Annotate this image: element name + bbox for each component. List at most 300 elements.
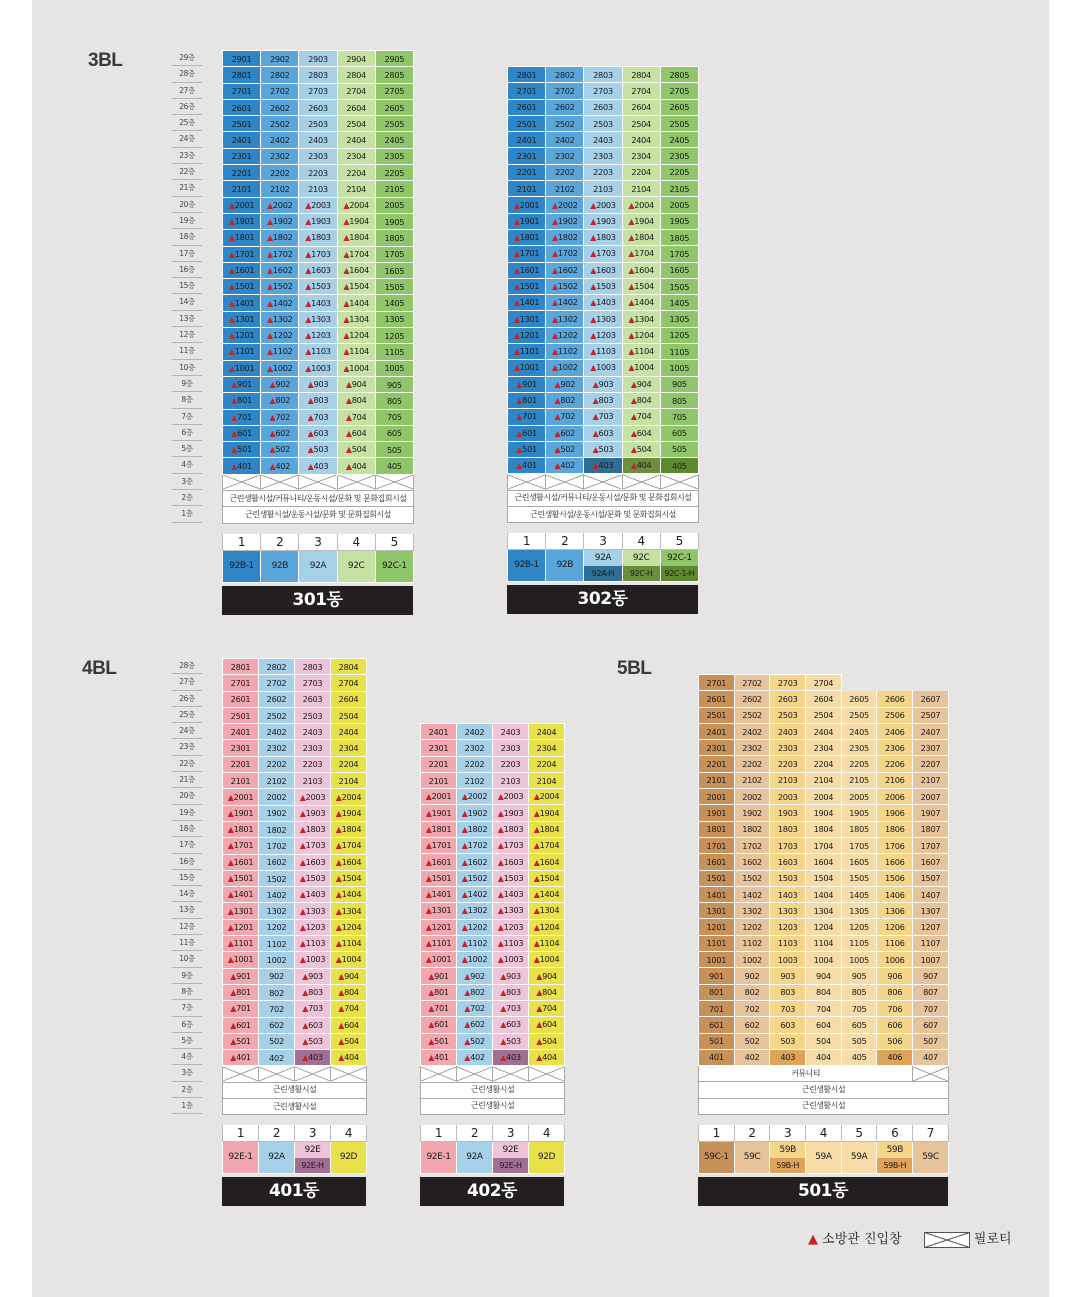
unit-2404: 2404 <box>529 724 565 740</box>
unit-503: ▲503 <box>299 442 337 458</box>
unit-2403: 2403 <box>295 724 331 740</box>
floor-label: 21층 <box>172 772 202 788</box>
fire-entry-icon: ▲ <box>497 808 504 818</box>
fire-entry-icon: ▲ <box>533 906 540 916</box>
unit-2501: 2501 <box>223 707 259 723</box>
unit-801: ▲801 <box>508 392 546 408</box>
facility-1f: 근린생활시설 <box>699 1098 949 1114</box>
unit-1301: ▲1301 <box>421 903 457 919</box>
unit-403: 403 <box>770 1049 806 1065</box>
unit-1003: 1003 <box>770 952 806 968</box>
unit-405: 405 <box>841 1049 877 1065</box>
fire-entry-icon: ▲ <box>554 379 561 389</box>
unit-1303: ▲1303 <box>493 903 529 919</box>
floor-label: 14층 <box>172 294 202 310</box>
unit-503: ▲503 <box>493 1033 529 1049</box>
unit-type: 92E 92E-H <box>295 1142 331 1174</box>
unit-2904: 2904 <box>337 51 375 67</box>
unit-1602: ▲1602 <box>261 262 299 278</box>
fire-entry-icon: ▲ <box>305 347 312 357</box>
unit-1002: 1002 <box>259 952 295 968</box>
unit-2603: 2603 <box>770 691 806 707</box>
unit-1901: 1901 <box>699 805 735 821</box>
unit-604: ▲604 <box>622 425 660 441</box>
unit-1905: 1905 <box>375 213 413 229</box>
unit-type: 59C <box>734 1142 770 1174</box>
unit-1004: ▲1004 <box>331 952 367 968</box>
unit-2301: 2301 <box>699 740 735 756</box>
fire-entry-icon: ▲ <box>338 1053 345 1063</box>
unit-1703: ▲1703 <box>295 838 331 854</box>
unit-705: 705 <box>660 409 698 425</box>
fire-entry-icon: ▲ <box>335 857 342 867</box>
floor-label: 9층 <box>172 376 202 392</box>
unit-2505: 2505 <box>375 116 413 132</box>
fire-entry-icon: ▲ <box>533 890 540 900</box>
fire-entry-icon: ▲ <box>497 939 504 948</box>
unit-2704: 2704 <box>806 675 842 691</box>
fire-entry-icon: ▲ <box>464 1036 471 1046</box>
column-number: 7 <box>913 1125 949 1142</box>
unit-1204: ▲1204 <box>331 919 367 935</box>
fire-entry-icon: ▲ <box>227 955 234 965</box>
unit-1207: 1207 <box>913 919 949 935</box>
floor-label: 26층 <box>172 99 202 115</box>
fire-entry-icon: ▲ <box>461 939 468 948</box>
fire-entry-icon: ▲ <box>305 200 312 210</box>
unit-2304: 2304 <box>622 148 660 164</box>
unit-1001: 1001 <box>699 952 735 968</box>
fire-entry-icon: ▲ <box>497 906 504 916</box>
unit-type: 59B 59B-H <box>877 1142 913 1174</box>
floor-label: 13층 <box>172 311 202 327</box>
floor-label: 14층 <box>172 886 202 902</box>
unit-1402: 1402 <box>259 887 295 903</box>
unit-1703: ▲1703 <box>584 246 622 262</box>
unit-2204: 2204 <box>622 164 660 180</box>
unit-1603: ▲1603 <box>295 854 331 870</box>
unit-606: 606 <box>877 1017 913 1033</box>
unit-2205: 2205 <box>375 165 413 181</box>
fire-entry-icon: ▲ <box>628 233 635 243</box>
floor-label: 21층 <box>172 180 202 196</box>
unit-904: ▲904 <box>337 376 375 392</box>
unit-1601: ▲1601 <box>223 262 261 278</box>
unit-2702: 2702 <box>259 675 295 691</box>
fire-entry-icon: ▲ <box>425 824 432 834</box>
unit-1001: ▲1001 <box>223 360 261 376</box>
fire-entry-icon: ▲ <box>425 939 432 948</box>
floor-label: 5층 <box>172 1033 202 1049</box>
fire-entry-icon: ▲ <box>554 412 561 422</box>
unit-801: ▲801 <box>223 393 261 409</box>
unit-1702: 1702 <box>259 838 295 854</box>
unit-2703: 2703 <box>299 83 337 99</box>
unit-1403: ▲1403 <box>493 886 529 902</box>
unit-701: ▲701 <box>508 409 546 425</box>
unit-2504: 2504 <box>622 115 660 131</box>
fire-entry-icon: ▲ <box>516 444 523 454</box>
unit-2205: 2205 <box>841 756 877 772</box>
unit-2202: 2202 <box>259 756 295 772</box>
unit-2705: 2705 <box>660 83 698 99</box>
unit-407: 407 <box>913 1049 949 1065</box>
unit-2002: ▲2002 <box>457 789 493 805</box>
fire-entry-icon: ▲ <box>305 266 312 275</box>
unit-1601: 1601 <box>699 854 735 870</box>
fire-entry-icon: ▲ <box>267 363 273 373</box>
fire-entry-icon: ▲ <box>533 824 540 834</box>
unit-2405: 2405 <box>660 132 698 148</box>
unit-2604: 2604 <box>337 99 375 115</box>
unit-type: 92A <box>259 1142 295 1174</box>
unit-1001: ▲1001 <box>223 952 259 968</box>
unit-2204: 2204 <box>337 165 375 181</box>
pilotis-cell <box>223 1066 259 1082</box>
unit-405: 405 <box>660 458 698 474</box>
unit-1002: 1002 <box>734 952 770 968</box>
unit-2301: 2301 <box>508 148 546 164</box>
unit-2902: 2902 <box>261 51 299 67</box>
unit-901: ▲901 <box>223 376 261 392</box>
unit-2203: 2203 <box>770 756 806 772</box>
unit-1104: ▲1104 <box>331 936 367 952</box>
unit-2002: 2002 <box>734 789 770 805</box>
unit-2101: 2101 <box>699 772 735 788</box>
unit-1805: 1805 <box>841 821 877 837</box>
fire-entry-icon: ▲ <box>428 987 435 997</box>
fire-entry-icon: ▲ <box>513 249 520 259</box>
floor-label: 27층 <box>172 83 202 99</box>
fire-entry-icon: ▲ <box>231 412 238 422</box>
fire-entry-icon: ▲ <box>497 955 504 965</box>
unit-2403: 2403 <box>493 724 529 740</box>
block-label-4bl: 4BL <box>82 658 117 679</box>
floor-label: 16층 <box>172 854 202 870</box>
facility-2f: 근린생활시설/커뮤니티/운동시설/문화 및 문화집회시설 <box>223 491 414 507</box>
unit-2105: 2105 <box>841 772 877 788</box>
fire-entry-icon: ▲ <box>464 1053 471 1063</box>
unit-1403: ▲1403 <box>295 887 331 903</box>
unit-1404: ▲1404 <box>337 295 375 311</box>
fire-entry-icon: ▲ <box>533 857 540 867</box>
unit-1502: 1502 <box>259 870 295 886</box>
unit-907: 907 <box>913 968 949 984</box>
fire-entry-icon: ▲ <box>513 330 520 340</box>
unit-2004: 2004 <box>806 789 842 805</box>
unit-902: ▲902 <box>261 376 299 392</box>
unit-1504: ▲1504 <box>529 870 565 886</box>
unit-2206: 2206 <box>877 756 913 772</box>
fire-entry-icon: ▲ <box>461 841 468 851</box>
unit-1003: ▲1003 <box>299 360 337 376</box>
fire-entry-icon: ▲ <box>231 380 238 390</box>
unit-2201: 2201 <box>508 164 546 180</box>
fire-entry-icon: ▲ <box>299 825 306 835</box>
unit-1005: 1005 <box>375 360 413 376</box>
unit-2501: 2501 <box>223 116 261 132</box>
fire-entry-icon: ▲ <box>302 1020 309 1030</box>
unit-1203: ▲1203 <box>295 919 331 935</box>
unit-1305: 1305 <box>841 903 877 919</box>
fire-entry-icon: ▲ <box>230 1004 237 1014</box>
floor-label: 19층 <box>172 805 202 821</box>
unit-1102: 1102 <box>259 936 295 952</box>
unit-1004: ▲1004 <box>337 360 375 376</box>
fire-entry-icon: ▲ <box>590 282 597 291</box>
unit-2304: 2304 <box>337 148 375 164</box>
unit-1204: 1204 <box>806 919 842 935</box>
unit-2103: 2103 <box>584 181 622 197</box>
pilotis-cell <box>508 474 546 490</box>
fire-entry-icon: ▲ <box>227 906 234 916</box>
fire-entry-icon: ▲ <box>305 298 312 308</box>
column-number: 1 <box>223 1125 259 1142</box>
fire-entry-icon: ▲ <box>513 347 520 357</box>
unit-1703: ▲1703 <box>493 838 529 854</box>
fire-entry-icon: ▲ <box>227 841 234 851</box>
fire-entry-icon: ▲ <box>343 282 350 292</box>
fire-entry-icon: ▲ <box>592 428 599 438</box>
fire-entry-icon: ▲ <box>425 792 432 802</box>
floor-labels-3bl <box>172 50 202 523</box>
unit-401: ▲401 <box>508 458 546 474</box>
fire-entry-icon: ▲ <box>302 988 309 998</box>
floor-label: 25층 <box>172 115 202 131</box>
unit-1604: ▲1604 <box>529 854 565 870</box>
fire-entry-icon: ▲ <box>536 1053 543 1063</box>
unit-1802: 1802 <box>734 821 770 837</box>
pilotis-cell <box>261 474 299 490</box>
unit-1107: 1107 <box>913 935 949 951</box>
fire-entry-icon: ▲ <box>552 265 558 275</box>
fire-entry-icon: ▲ <box>343 233 350 243</box>
unit-2704: 2704 <box>331 675 367 691</box>
unit-602: ▲602 <box>457 1017 493 1033</box>
unit-grid <box>698 674 949 1174</box>
fire-entry-icon: ▲ <box>343 266 350 275</box>
unit-1804: ▲1804 <box>337 230 375 246</box>
unit-type: 92D <box>331 1142 367 1174</box>
unit-504: ▲504 <box>337 442 375 458</box>
unit-2102: 2102 <box>457 772 493 788</box>
unit-2301: 2301 <box>223 148 261 164</box>
fire-entry-icon: ▲ <box>227 808 234 818</box>
unit-704: ▲704 <box>331 1001 367 1017</box>
unit-801: ▲801 <box>421 984 457 1000</box>
unit-type: 92D <box>529 1142 565 1174</box>
floor-label: 27층 <box>172 674 202 690</box>
unit-2404: 2404 <box>337 132 375 148</box>
unit-2701: 2701 <box>223 675 259 691</box>
unit-1804: ▲1804 <box>331 821 367 837</box>
unit-2402: 2402 <box>457 724 493 740</box>
unit-1105: 1105 <box>841 935 877 951</box>
fire-entry-icon: ▲ <box>231 396 238 406</box>
unit-1302: 1302 <box>734 903 770 919</box>
unit-1502: ▲1502 <box>546 278 584 294</box>
pilotis-cell <box>529 1066 565 1082</box>
fire-entry-icon: ▲ <box>516 396 523 406</box>
column-number: 3 <box>295 1125 331 1142</box>
unit-502: 502 <box>734 1033 770 1049</box>
floor-label: 17층 <box>172 837 202 853</box>
unit-1702: ▲1702 <box>261 246 299 262</box>
fire-entry-icon: ▲ <box>552 363 558 373</box>
unit-1103: ▲1103 <box>584 344 622 360</box>
unit-1601: ▲1601 <box>508 262 546 278</box>
unit-1303: ▲1303 <box>299 311 337 327</box>
floor-label: 23층 <box>172 148 202 164</box>
unit-1504: ▲1504 <box>337 279 375 295</box>
unit-602: ▲602 <box>261 425 299 441</box>
unit-2102: 2102 <box>734 772 770 788</box>
unit-702: ▲702 <box>261 409 299 425</box>
pilotis-cell <box>660 474 698 490</box>
unit-type: 92B <box>261 550 299 582</box>
fire-entry-icon: ▲ <box>461 955 468 965</box>
fire-entry-icon: ▲ <box>335 890 342 900</box>
floor-label: 12층 <box>172 919 202 935</box>
floor-label: 5층 <box>172 441 202 457</box>
unit-1101: ▲1101 <box>223 936 259 952</box>
pilotis-cell <box>223 474 261 490</box>
fire-entry-icon: ▲ <box>592 379 599 389</box>
unit-2105: 2105 <box>660 181 698 197</box>
fire-entry-icon: ▲ <box>513 233 520 243</box>
unit-1704: ▲1704 <box>337 246 375 262</box>
fire-entry-icon: ▲ <box>497 841 504 851</box>
unit-707: 707 <box>913 1000 949 1016</box>
fire-entry-icon: ▲ <box>630 396 637 406</box>
unit-1901: ▲1901 <box>223 805 259 821</box>
unit-803: ▲803 <box>295 984 331 1000</box>
unit-2006: 2006 <box>877 789 913 805</box>
unit-701: ▲701 <box>223 1001 259 1017</box>
unit-1903: ▲1903 <box>295 805 331 821</box>
floor-label: 10층 <box>172 951 202 967</box>
fire-entry-icon: ▲ <box>628 347 635 357</box>
unit-2702: 2702 <box>261 83 299 99</box>
unit-1404: ▲1404 <box>331 887 367 903</box>
facility-1f: 근린생활시설 <box>223 1099 367 1115</box>
unit-grid <box>222 50 414 583</box>
unit-2603: 2603 <box>295 691 331 707</box>
unit-2203: 2203 <box>493 756 529 772</box>
unit-1401: ▲1401 <box>223 887 259 903</box>
unit-2502: 2502 <box>546 115 584 131</box>
unit-2505: 2505 <box>660 115 698 131</box>
unit-1803: ▲1803 <box>493 821 529 837</box>
unit-2101: 2101 <box>508 181 546 197</box>
fire-entry-icon: ▲ <box>335 906 342 916</box>
unit-2105: 2105 <box>375 181 413 197</box>
unit-607: 607 <box>913 1017 949 1033</box>
unit-903: ▲903 <box>295 968 331 984</box>
unit-2603: 2603 <box>584 99 622 115</box>
unit-807: 807 <box>913 984 949 1000</box>
unit-1504: ▲1504 <box>622 278 660 294</box>
fire-entry-icon: ▲ <box>343 217 350 227</box>
unit-1701: ▲1701 <box>508 246 546 262</box>
unit-2701: 2701 <box>223 83 261 99</box>
column-number: 6 <box>877 1125 913 1142</box>
fire-entry-icon: ▲ <box>345 428 352 438</box>
fire-entry-icon: ▲ <box>267 217 273 227</box>
unit-2802: 2802 <box>259 659 295 675</box>
floor-label: 28층 <box>172 66 202 82</box>
unit-2604: 2604 <box>331 691 367 707</box>
unit-604: ▲604 <box>337 425 375 441</box>
pilotis-cell <box>375 474 413 490</box>
unit-1102: 1102 <box>734 935 770 951</box>
unit-604: ▲604 <box>331 1017 367 1033</box>
fire-entry-icon: ▲ <box>227 792 234 802</box>
unit-1704: 1704 <box>806 837 842 853</box>
fire-entry-icon: ▲ <box>299 841 306 851</box>
unit-1703: ▲1703 <box>299 246 337 262</box>
unit-type: 92C <box>337 550 375 582</box>
column-number: 3 <box>493 1125 529 1142</box>
unit-601: ▲601 <box>421 1017 457 1033</box>
unit-1007: 1007 <box>913 952 949 968</box>
fire-entry-icon: ▲ <box>513 216 520 226</box>
unit-701: 701 <box>699 1000 735 1016</box>
unit-1807: 1807 <box>913 821 949 837</box>
fire-entry-icon: ▲ <box>513 282 520 291</box>
unit-1605: 1605 <box>841 854 877 870</box>
fire-entry-icon: ▲ <box>338 1020 345 1030</box>
unit-1503: ▲1503 <box>299 279 337 295</box>
unit-1204: ▲1204 <box>337 328 375 344</box>
fire-entry-icon: ▲ <box>513 363 520 373</box>
fire-entry-icon: ▲ <box>497 857 504 867</box>
floor-label: 25층 <box>172 707 202 723</box>
unit-2403: 2403 <box>299 132 337 148</box>
fire-entry-icon: ▲ <box>335 792 342 802</box>
column-number: 1 <box>699 1125 735 1142</box>
unit-803: 803 <box>770 984 806 1000</box>
unit-2603: 2603 <box>299 99 337 115</box>
fire-entry-icon: ▲ <box>305 233 312 243</box>
unit-2103: 2103 <box>770 772 806 788</box>
unit-1603: ▲1603 <box>299 262 337 278</box>
unit-1701: ▲1701 <box>223 246 261 262</box>
fire-entry-icon: ▲ <box>428 971 435 981</box>
unit-type: 92A 92A-H <box>584 550 622 582</box>
unit-2503: 2503 <box>770 707 806 723</box>
unit-2201: 2201 <box>421 756 457 772</box>
unit-2303: 2303 <box>770 740 806 756</box>
fire-entry-icon: ▲ <box>302 1053 309 1063</box>
fire-entry-icon: ▲ <box>228 363 235 373</box>
fire-entry-icon: ▲ <box>345 380 352 390</box>
fire-entry-icon: ▲ <box>590 265 597 275</box>
unit-1104: ▲1104 <box>622 344 660 360</box>
unit-1101: ▲1101 <box>508 344 546 360</box>
unit-1202: ▲1202 <box>261 328 299 344</box>
fire-entry-icon: ▲ <box>428 1020 435 1030</box>
column-number: 3 <box>770 1125 806 1142</box>
fire-entry-icon: ▲ <box>230 1053 237 1063</box>
unit-2604: 2604 <box>806 691 842 707</box>
floor-label: 1층 <box>172 1098 202 1114</box>
unit-1404: ▲1404 <box>622 295 660 311</box>
floor-label: 20층 <box>172 197 202 213</box>
legend-pilotis-label: 필로티 <box>973 1232 1012 1247</box>
unit-1805: 1805 <box>375 230 413 246</box>
unit-2503: 2503 <box>584 115 622 131</box>
